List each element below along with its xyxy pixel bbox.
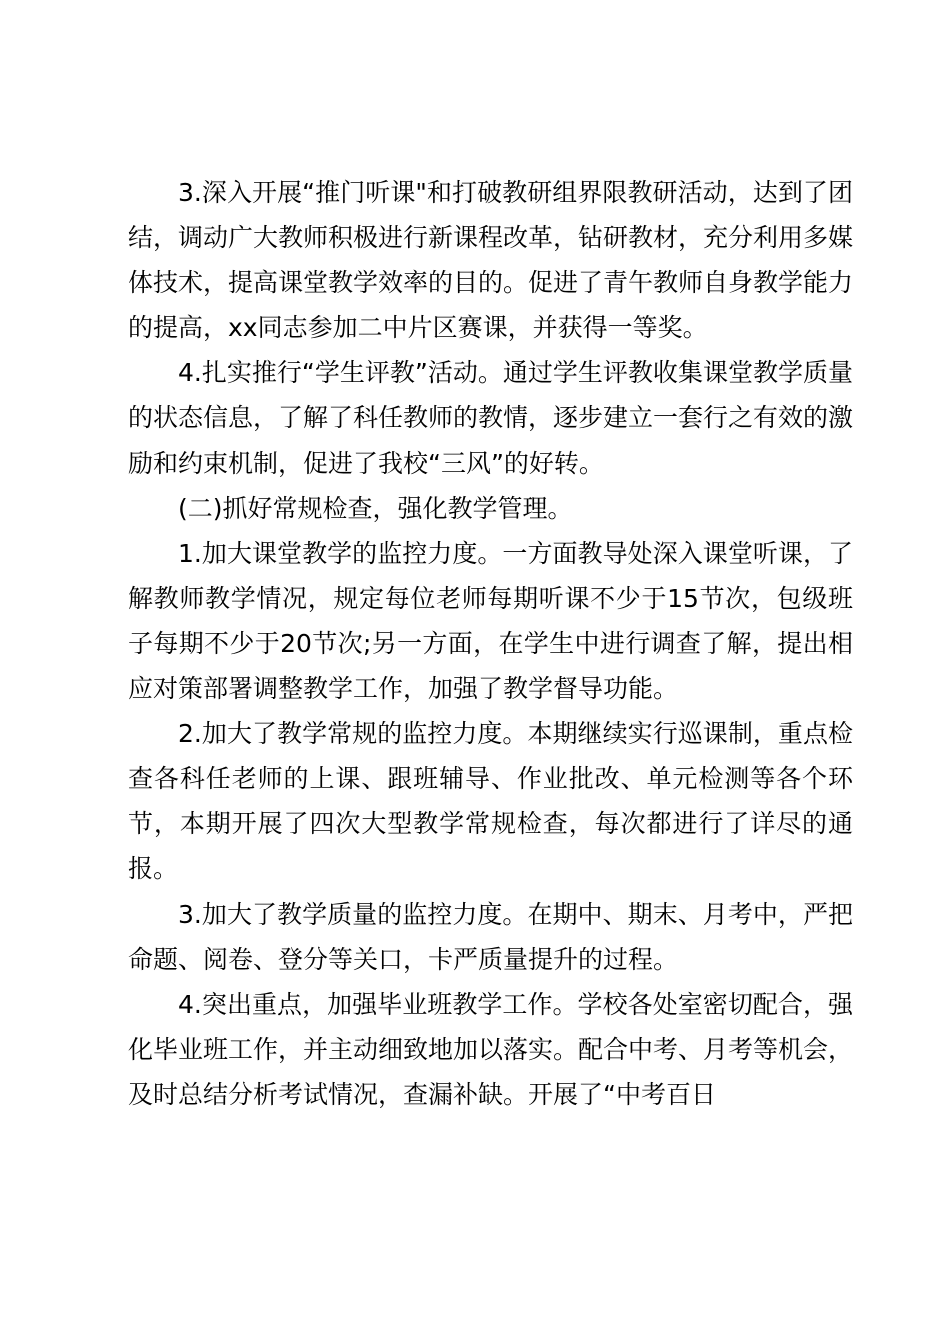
- section-heading-routine-inspection: (二)抓好常规检查，强化教学管理。: [178, 493, 573, 523]
- paragraph-classroom-monitoring: 1.加大课堂教学的监控力度。一方面教导处深入课堂听课，了解教师教学情况，规定每位老师每期听课不少于15节次，包级班子每期不少于20节次;另一方面，在学生中进行调查了解，提出相应对策部署调整教学工作，加强了教学督导功能。: [128, 538, 853, 704]
- paragraph-listen-class-activity: 3.深入开展“推门听课"和打破教研组界限教研活动，达到了团结，调动广大教师积极进行新课程改革，钻研教材，充分利用多媒体技术，提高课堂教学效率的目的。促进了青午教师自身教学能力的提高，xx同志参加二中片区赛课，并获得一等奖。: [128, 178, 854, 343]
- document-body: [128, 170, 853, 1117]
- paragraph-quality-monitoring: 3.加大了教学质量的监控力度。在期中、期末、月考中，严把命题、阅卷、登分等关口，卡严质量提升的过程。: [128, 899, 853, 974]
- paragraph-graduating-class: 4.突出重点，加强毕业班教学工作。学校各处室密切配合，强化毕业班工作，并主动细致地加以落实。配合中考、月考等机会，及时总结分析考试情况，查漏补缺。开展了“中考百日: [128, 989, 854, 1109]
- paragraph-student-evaluation: 4.扎实推行“学生评教”活动。通过学生评教收集课堂教学质量的状态信息，了解了科任教师的教情，逐步建立一套行之有效的激励和约束机制，促进了我校“三风”的好转。: [128, 358, 854, 478]
- paragraph-routine-monitoring: 2.加大了教学常规的监控力度。本期继续实行巡课制，重点检查各科任老师的上课、跟班辅导、作业批改、单元检测等各个环节，本期开展了四次大型教学常规检查，每次都进行了详尽的通报。: [128, 719, 853, 884]
